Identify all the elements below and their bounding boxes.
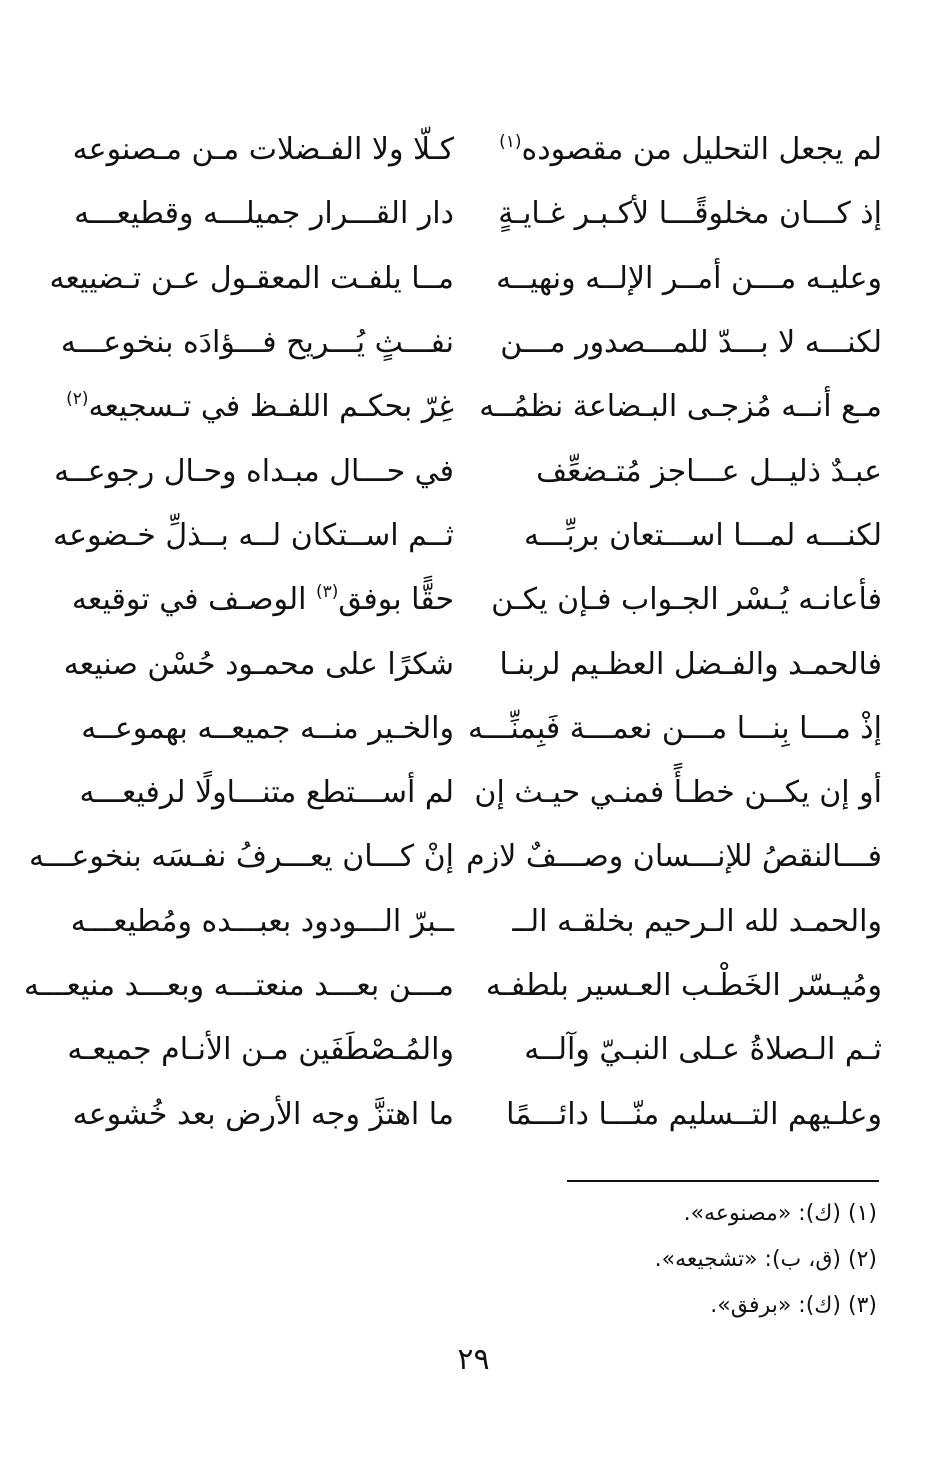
footnotes (377, 1193, 877, 1331)
verse-first-hemistich (499, 130, 882, 170)
verse-first-hemistich (498, 194, 882, 234)
hemistich-text: في حـــال مبـداه وحـال رجوعــه (54, 453, 454, 489)
verse-second-hemistich (29, 837, 454, 877)
hemistich-text: إذْ مـــا بِنـــا مـــن نعمـــة فَبِمنِّـــه (468, 710, 882, 746)
verse-second-hemistich (70, 709, 454, 749)
hemistich-text: إنْ كـــان يعـــرفُ نفـسَه بنخوعـــه (29, 839, 454, 875)
hemistich-text: ثــم اســتكان لــه بــذلِّ خـضوعه (53, 517, 454, 553)
verse-second-hemistich (66, 387, 454, 427)
verse-line (70, 1082, 882, 1146)
verse-second-hemistich (70, 902, 454, 942)
hemistich-text: ثـم الـصلاةُ عـلى النبـيّ وآلــه (524, 1032, 882, 1068)
verse-first-hemistich (485, 966, 882, 1006)
verse-first-hemistich (479, 387, 882, 427)
verse-line (54, 439, 882, 503)
hemistich-text: غِرّ بحكـم اللفـظ في تـسجيعه (88, 389, 454, 425)
footnote-marker: (١) (499, 132, 522, 153)
hemistich-text: ما اهتزَّ وجه الأرض بعد خُشوعه (72, 1096, 454, 1132)
hemistich-text: أو إن يكــن خطـأً فمنـي حيـث إن (474, 775, 882, 811)
hemistich-text: الوصـف في توقيعه (71, 582, 316, 618)
footnote-3: (٣) (ك): «برفق». (710, 1293, 877, 1318)
verse-first-hemistich (502, 1095, 882, 1135)
hemistich-text: مـــن بعـــد منعتـــه وبعـــد منيعـــه (24, 968, 454, 1003)
footnote-1: (١) (ك): «مصنوعه». (683, 1201, 877, 1226)
verse-line (60, 311, 882, 375)
hemistich-text: عبـدٌ ذليــل عـــاجز مُتـضعِّف (536, 453, 882, 489)
footnote-2: (٢) (ق، ب): «تشجيعه». (654, 1247, 877, 1272)
hemistich-text: فأعانـه يُـسْر الجـواب فـإن يكـن (491, 582, 882, 618)
hemistich-text: ومُيـسّر الخَطْـب العـسير بلطفـه (485, 968, 882, 1003)
verse-line (24, 954, 882, 1018)
footnote-marker: (٣) (315, 582, 339, 603)
verse-first-hemistich (502, 323, 882, 363)
verse-line (70, 697, 882, 761)
verse-second-hemistich (60, 323, 454, 363)
verse-second-hemistich (24, 966, 454, 1006)
footnote-separator (567, 1180, 879, 1182)
hemistich-text: فالحمـد والفـضل العظـيم لربنـا (499, 646, 882, 682)
verse-first-hemistich (502, 902, 882, 942)
hemistich-text: والخـير منــه جميعــه بهموعــه (81, 710, 454, 746)
hemistich-text: لكنـــه لمـــا اســـتعان بربِّـــه (523, 517, 882, 553)
footnote-marker: (٢) (66, 389, 89, 410)
hemistich-text: والمُـصْطَفَين مـن الأنـام جميعـه (67, 1032, 454, 1068)
hemistich-text: نفـــثٍ يُـــريح فـــؤادَه بنخوعـــه (60, 325, 454, 361)
hemistich-text: لم أســـتطع متنـــاولًا لرفيعـــه (79, 775, 454, 811)
hemistich-text: لم يجعل التحليل من مقصوده (521, 132, 882, 168)
hemistich-text: حقًّا بوفق (338, 582, 454, 618)
hemistich-text: كـلّا ولا الفـضلات مـن مـصنوعه (72, 132, 454, 168)
hemistich-text: مـع أنــه مُزجـى البـضاعة نظمُــه (479, 389, 882, 425)
verse-first-hemistich (466, 837, 882, 877)
verse-second-hemistich (49, 259, 454, 299)
verse-first-hemistich (502, 452, 882, 492)
verse-line (70, 568, 882, 632)
verse-second-hemistich (67, 1030, 454, 1070)
verse-second-hemistich (70, 580, 454, 620)
verse-first-hemistich (502, 1030, 882, 1070)
verse-first-hemistich (474, 773, 882, 813)
hemistich-text: فـــالنقصُ للإنـــسان وصـــفٌ لازم (466, 839, 882, 875)
poem (24, 118, 882, 1147)
hemistich-text: شكرًا على محمـود حُسْن صنيعه (63, 646, 454, 682)
verse-line (63, 632, 882, 696)
hemistich-text: دار القـــرار جميلـــه وقطيعـــه (74, 196, 454, 232)
verse-second-hemistich (70, 130, 454, 170)
hemistich-text: مــا يلفـت المعقـول عـن تـضييعه (49, 260, 454, 296)
verse-line (29, 825, 882, 889)
hemistich-text: إذ كـــان مخلوقًـــا لأكـبـر غـايـةٍ (498, 196, 882, 232)
hemistich-text: وعلـيهم التــسليم منّـــا دائـــمًا (506, 1096, 882, 1132)
verse-second-hemistich (70, 194, 454, 234)
verse-first-hemistich (496, 259, 882, 299)
verse-line (70, 118, 882, 182)
verse-line (49, 247, 882, 311)
verse-first-hemistich (468, 709, 882, 749)
verse-second-hemistich (70, 1095, 454, 1135)
verse-first-hemistich (502, 516, 882, 556)
verse-second-hemistich (70, 773, 454, 813)
hemistich-text: لكنـــه لا بـــدّ للمـــصدور مـــن (500, 325, 882, 361)
verse-line (67, 1018, 882, 1082)
verse-second-hemistich (53, 516, 454, 556)
page-number: ٢٩ (457, 1342, 490, 1377)
hemistich-text: وعليـه مـــن أمــر الإلــه ونهيــه (496, 260, 882, 296)
verse-first-hemistich (499, 645, 882, 685)
hemistich-text: والحمـد لله الـرحيم بخلقـه الــ (512, 903, 882, 939)
verse-line (70, 761, 882, 825)
verse-second-hemistich (63, 645, 454, 685)
verse-line (70, 182, 882, 246)
verse-line (70, 890, 882, 954)
verse-first-hemistich (491, 580, 882, 620)
verse-line (66, 375, 882, 439)
hemistich-text: ــبرّ الـــودود بعبـــده ومُطيعـــه (70, 903, 454, 939)
verse-line (53, 504, 882, 568)
verse-second-hemistich (54, 452, 454, 492)
